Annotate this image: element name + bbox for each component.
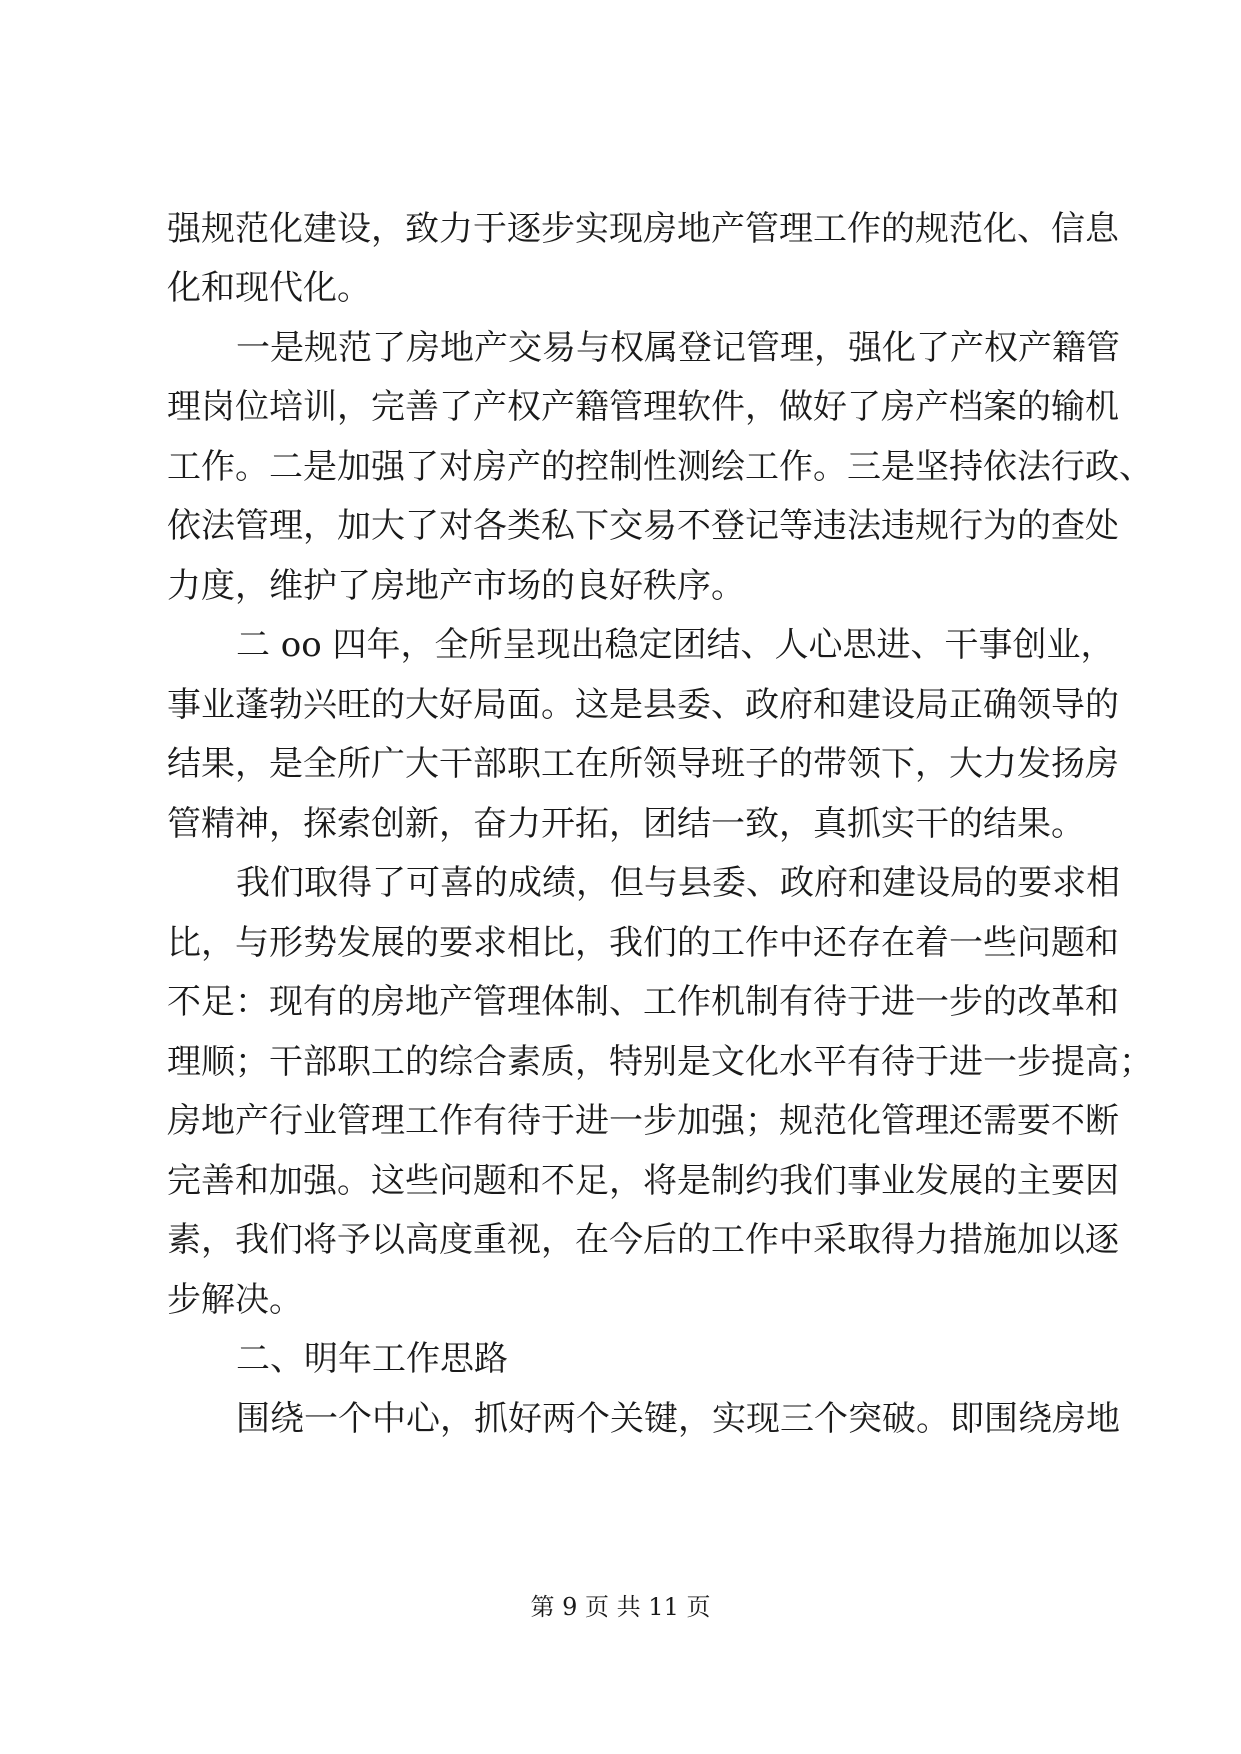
section-heading: 二、明年工作思路 xyxy=(236,1339,508,1379)
text-line: 不足：现有的房地产管理体制、工作机制有待于进一步的改革和 xyxy=(167,982,1119,1022)
paragraph-start-line: 二 oo 四年，全所呈现出稳定团结、人心思进、干事创业， xyxy=(236,625,1115,665)
text-line: 理岗位培训，完善了产权产籍管理软件，做好了房产档案的输机 xyxy=(167,387,1119,427)
page-footer: 第 9 页 共 11 页 xyxy=(530,1593,711,1621)
text-line: 力度，维护了房地产市场的良好秩序。 xyxy=(167,566,745,606)
text-line: 结果，是全所广大干部职工在所领导班子的带领下，大力发扬房 xyxy=(167,744,1119,784)
text-line: 依法管理，加大了对各类私下交易不登记等违法违规行为的查处 xyxy=(167,506,1119,546)
text-line: 完善和加强。这些问题和不足，将是制约我们事业发展的主要因 xyxy=(167,1161,1119,1201)
text-line: 化和现代化。 xyxy=(167,268,371,308)
text-line: 步解决。 xyxy=(167,1280,303,1320)
paragraph-start-line: 我们取得了可喜的成绩，但与县委、政府和建设局的要求相 xyxy=(236,863,1120,903)
paragraph-start-line: 围绕一个中心，抓好两个关键，实现三个突破。即围绕房地 xyxy=(236,1399,1120,1439)
text-line: 工作。二是加强了对房产的控制性测绘工作。三是坚持依法行政、 xyxy=(167,447,1153,487)
text-line: 事业蓬勃兴旺的大好局面。这是县委、政府和建设局正确领导的 xyxy=(167,685,1119,725)
text-line: 管精神，探索创新，奋力开拓，团结一致，真抓实干的结果。 xyxy=(167,804,1085,844)
text-line: 比，与形势发展的要求相比，我们的工作中还存在着一些问题和 xyxy=(167,923,1119,963)
text-line: 素，我们将予以高度重视，在今后的工作中采取得力措施加以逐 xyxy=(167,1220,1119,1260)
text-line: 房地产行业管理工作有待于进一步加强；规范化管理还需要不断 xyxy=(167,1101,1119,1141)
paragraph-start-line: 一是规范了房地产交易与权属登记管理，强化了产权产籍管 xyxy=(236,328,1120,368)
text-line: 强规范化建设，致力于逐步实现房地产管理工作的规范化、信息 xyxy=(167,209,1119,249)
text-line: 理顺；干部职工的综合素质，特别是文化水平有待于进一步提高； xyxy=(167,1042,1153,1082)
